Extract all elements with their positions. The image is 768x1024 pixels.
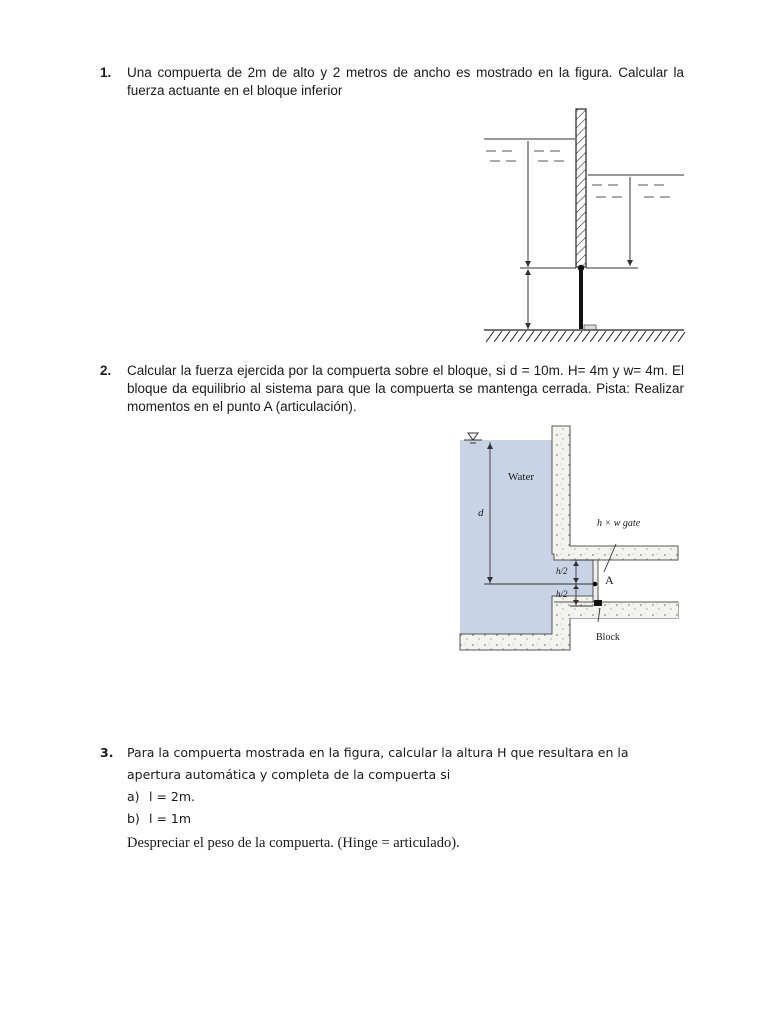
problem-3-number: 3.: [100, 745, 114, 760]
problem-3-item-a: [127, 786, 684, 808]
problem-2-number: 2.: [100, 363, 112, 378]
hinge-label: A: [605, 573, 614, 587]
problem-1: [100, 64, 684, 100]
item-a-text: l = 2m.: [149, 789, 195, 804]
problem-3: [100, 742, 684, 830]
item-b-marker: b): [127, 811, 140, 826]
gate-label: h × w gate: [597, 518, 641, 529]
problem-3-text: Para la compuerta mostrada en la figura, calcular la altura H que resultara en la apertura automática y completa de la compuerta si: [127, 745, 629, 782]
depth-label: d: [478, 507, 484, 519]
item-b-text: l = 1m: [149, 811, 192, 826]
half-label-top: h/2: [556, 566, 568, 576]
problem-3-note: Despreciar el peso de la compuerta. (Hinge = articulado).: [127, 835, 460, 851]
problem-1-number: 1.: [100, 65, 112, 80]
water-label: Water: [508, 471, 534, 483]
figure-1-gate-diagram: [480, 105, 686, 345]
problem-3-item-b: [127, 808, 684, 830]
problem-2: [100, 362, 684, 416]
problem-2-text: Calcular la fuerza ejercida por la compuerta sobre el bloque, si d = 10m. H= 4m y w= 4m. El bloque da equilibrio al sistema para que la compuerta se mantenga cerrada. Pista: Realizar momentos en el punto A (articulación).: [127, 363, 684, 414]
item-a-marker: a): [127, 789, 140, 804]
figure-2-water-gate-diagram: [458, 422, 682, 654]
half-label-bottom: h/2: [556, 589, 568, 599]
problem-1-text: Una compuerta de 2m de alto y 2 metros de ancho es mostrado en la figura. Calcular la fuerza actuante en el bloque inferior: [127, 65, 684, 98]
block-label: Block: [596, 632, 620, 643]
